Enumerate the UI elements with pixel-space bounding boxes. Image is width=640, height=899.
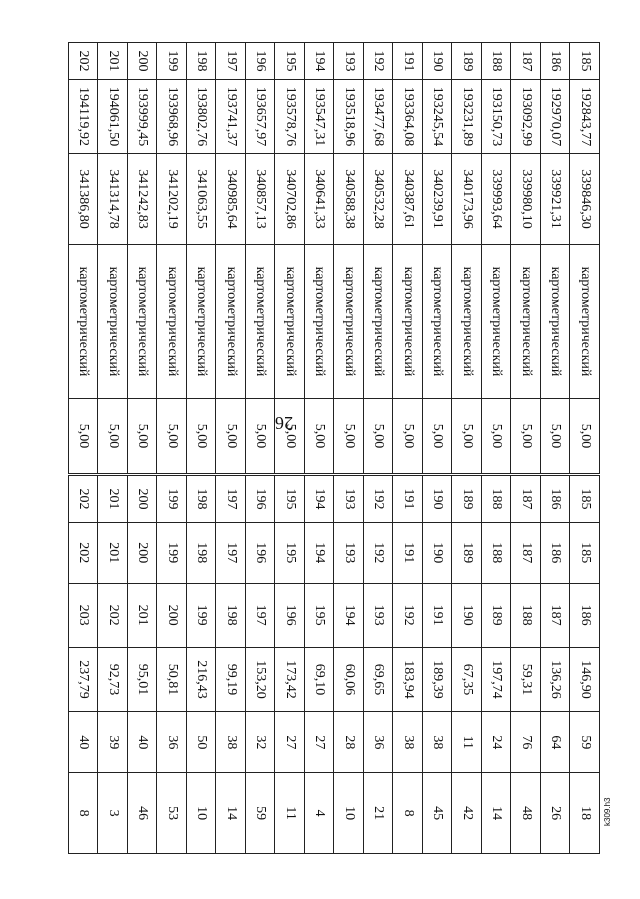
y-coordinate-cell: 339846,30 — [570, 154, 600, 245]
method-cell: картометрический — [98, 245, 128, 399]
table-row — [364, 476, 394, 854]
to-point-cell: 192 — [393, 583, 423, 647]
point-number-cell: 188 — [482, 476, 512, 523]
from-point-cell: 196 — [246, 522, 276, 583]
distance-cell: 183,94 — [393, 647, 423, 712]
method-cell: картометрический — [157, 245, 187, 399]
angle-minutes-cell: 8 — [69, 773, 99, 854]
point-number-cell: 197 — [216, 43, 246, 80]
angle-degrees-cell: 39 — [98, 712, 128, 773]
table-row — [98, 43, 128, 474]
x-coordinate-cell: 192970,07 — [541, 80, 571, 154]
x-coordinate-cell: 193092,99 — [511, 80, 541, 154]
accuracy-cell: 5,00 — [482, 399, 512, 474]
to-point-cell: 190 — [452, 583, 482, 647]
accuracy-cell: 5,00 — [364, 399, 394, 474]
table-row — [69, 476, 99, 854]
point-number-cell: 201 — [98, 43, 128, 80]
distance-cell: 50,81 — [157, 647, 187, 712]
y-coordinate-cell: 340532,28 — [364, 154, 394, 245]
point-number-cell: 194 — [305, 43, 335, 80]
from-point-cell: 187 — [511, 522, 541, 583]
accuracy-cell: 5,00 — [275, 399, 305, 474]
x-coordinate-cell: 193657,97 — [246, 80, 276, 154]
from-point-cell: 193 — [334, 522, 364, 583]
from-point-cell: 192 — [364, 522, 394, 583]
point-number-cell: 189 — [452, 43, 482, 80]
to-point-cell: 194 — [334, 583, 364, 647]
accuracy-cell: 5,00 — [187, 399, 217, 474]
table-row — [482, 476, 512, 854]
table-row — [305, 476, 335, 854]
table-row — [69, 43, 99, 474]
table-row — [157, 43, 187, 474]
method-cell: картометрический — [393, 245, 423, 399]
accuracy-cell: 5,00 — [157, 399, 187, 474]
table-row — [452, 43, 482, 474]
point-number-cell: 198 — [187, 476, 217, 523]
point-number-cell: 193 — [334, 476, 364, 523]
x-coordinate-cell: 193578,76 — [275, 80, 305, 154]
method-cell: картометрический — [305, 245, 335, 399]
angle-degrees-cell: 28 — [334, 712, 364, 773]
accuracy-cell: 5,00 — [423, 399, 453, 474]
distance-cell: 189,39 — [423, 647, 453, 712]
point-number-cell: 193 — [334, 43, 364, 80]
angle-minutes-cell: 26 — [541, 773, 571, 854]
method-cell: картометрический — [364, 245, 394, 399]
from-point-cell: 191 — [393, 522, 423, 583]
y-coordinate-cell: 340239,91 — [423, 154, 453, 245]
from-point-cell: 185 — [570, 522, 600, 583]
table-row — [570, 476, 600, 854]
angle-degrees-cell: 38 — [423, 712, 453, 773]
distance-cell: 146,90 — [570, 647, 600, 712]
x-coordinate-cell: 194061,50 — [98, 80, 128, 154]
from-point-cell: 189 — [452, 522, 482, 583]
angle-degrees-cell: 36 — [157, 712, 187, 773]
method-cell: картометрический — [187, 245, 217, 399]
table-row — [275, 43, 305, 474]
point-number-cell: 200 — [128, 476, 158, 523]
angle-minutes-cell: 46 — [128, 773, 158, 854]
x-coordinate-cell: 193802,76 — [187, 80, 217, 154]
page-number: 26 — [275, 413, 293, 433]
table-row — [452, 476, 482, 854]
angle-degrees-cell: 24 — [482, 712, 512, 773]
document-code: k309.h3 — [603, 797, 612, 826]
table-row — [393, 476, 423, 854]
y-coordinate-cell: 341063,55 — [187, 154, 217, 245]
to-point-cell: 198 — [216, 583, 246, 647]
accuracy-cell: 5,00 — [98, 399, 128, 474]
method-cell: картометрический — [423, 245, 453, 399]
y-coordinate-cell: 340857,13 — [246, 154, 276, 245]
method-cell: картометрический — [482, 245, 512, 399]
point-number-cell: 192 — [364, 476, 394, 523]
method-cell: картометрический — [570, 245, 600, 399]
point-number-cell: 194 — [305, 476, 335, 523]
point-number-cell: 189 — [452, 476, 482, 523]
angle-minutes-cell: 48 — [511, 773, 541, 854]
to-point-cell: 193 — [364, 583, 394, 647]
y-coordinate-cell: 339980,10 — [511, 154, 541, 245]
from-point-cell: 195 — [275, 522, 305, 583]
angle-degrees-cell: 32 — [246, 712, 276, 773]
table-row — [334, 43, 364, 474]
y-coordinate-cell: 340588,38 — [334, 154, 364, 245]
angle-minutes-cell: 45 — [423, 773, 453, 854]
distance-cell: 237,79 — [69, 647, 99, 712]
coordinates-table-body — [69, 43, 600, 474]
from-point-cell: 201 — [98, 522, 128, 583]
angle-degrees-cell: 27 — [305, 712, 335, 773]
point-number-cell: 190 — [423, 43, 453, 80]
y-coordinate-cell: 340641,33 — [305, 154, 335, 245]
angle-degrees-cell: 27 — [275, 712, 305, 773]
angle-minutes-cell: 4 — [305, 773, 335, 854]
angle-degrees-cell: 59 — [570, 712, 600, 773]
angle-degrees-cell: 50 — [187, 712, 217, 773]
distance-cell: 60,06 — [334, 647, 364, 712]
to-point-cell: 203 — [69, 583, 99, 647]
to-point-cell: 189 — [482, 583, 512, 647]
accuracy-cell: 5,00 — [334, 399, 364, 474]
from-point-cell: 197 — [216, 522, 246, 583]
method-cell: картометрический — [452, 245, 482, 399]
point-number-cell: 196 — [246, 43, 276, 80]
point-number-cell: 186 — [541, 476, 571, 523]
x-coordinate-cell: 194119,92 — [69, 80, 99, 154]
distance-cell: 69,10 — [305, 647, 335, 712]
from-point-cell: 188 — [482, 522, 512, 583]
x-coordinate-cell: 193231,89 — [452, 80, 482, 154]
angle-minutes-cell: 3 — [98, 773, 128, 854]
point-number-cell: 198 — [187, 43, 217, 80]
to-point-cell: 186 — [570, 583, 600, 647]
point-number-cell: 199 — [157, 476, 187, 523]
point-number-cell: 185 — [570, 476, 600, 523]
y-coordinate-cell: 340173,96 — [452, 154, 482, 245]
y-coordinate-cell: 341314,78 — [98, 154, 128, 245]
point-number-cell: 187 — [511, 43, 541, 80]
accuracy-cell: 5,00 — [541, 399, 571, 474]
angle-degrees-cell: 11 — [452, 712, 482, 773]
segments-table-body — [69, 476, 600, 854]
accuracy-cell: 5,00 — [69, 399, 99, 474]
angle-minutes-cell: 18 — [570, 773, 600, 854]
accuracy-cell: 5,00 — [128, 399, 158, 474]
table-row — [541, 476, 571, 854]
segments-table — [68, 475, 600, 854]
y-coordinate-cell: 340985,64 — [216, 154, 246, 245]
table-row — [393, 43, 423, 474]
y-coordinate-cell: 340702,86 — [275, 154, 305, 245]
point-number-cell: 187 — [511, 476, 541, 523]
angle-minutes-cell: 59 — [246, 773, 276, 854]
accuracy-cell: 5,00 — [452, 399, 482, 474]
point-number-cell: 199 — [157, 43, 187, 80]
point-number-cell: 202 — [69, 43, 99, 80]
point-number-cell: 185 — [570, 43, 600, 80]
from-point-cell: 199 — [157, 522, 187, 583]
distance-cell: 136,26 — [541, 647, 571, 712]
y-coordinate-cell: 341202,19 — [157, 154, 187, 245]
table-row — [423, 43, 453, 474]
point-number-cell: 188 — [482, 43, 512, 80]
distance-cell: 216,43 — [187, 647, 217, 712]
table-row — [275, 476, 305, 854]
to-point-cell: 202 — [98, 583, 128, 647]
from-point-cell: 194 — [305, 522, 335, 583]
x-coordinate-cell: 193364,08 — [393, 80, 423, 154]
method-cell: картометрический — [541, 245, 571, 399]
to-point-cell: 195 — [305, 583, 335, 647]
angle-minutes-cell: 53 — [157, 773, 187, 854]
accuracy-cell: 5,00 — [393, 399, 423, 474]
angle-minutes-cell: 21 — [364, 773, 394, 854]
method-cell: картометрический — [69, 245, 99, 399]
table-row — [511, 476, 541, 854]
distance-cell: 92,73 — [98, 647, 128, 712]
point-number-cell: 191 — [393, 43, 423, 80]
method-cell: картометрический — [216, 245, 246, 399]
point-number-cell: 196 — [246, 476, 276, 523]
angle-minutes-cell: 8 — [393, 773, 423, 854]
x-coordinate-cell: 193245,54 — [423, 80, 453, 154]
table-row — [128, 476, 158, 854]
x-coordinate-cell: 193741,37 — [216, 80, 246, 154]
point-number-cell: 190 — [423, 476, 453, 523]
angle-minutes-cell: 14 — [216, 773, 246, 854]
table-row — [216, 43, 246, 474]
angle-degrees-cell: 76 — [511, 712, 541, 773]
y-coordinate-cell: 339993,64 — [482, 154, 512, 245]
x-coordinate-cell: 193518,96 — [334, 80, 364, 154]
distance-cell: 173,42 — [275, 647, 305, 712]
method-cell: картометрический — [334, 245, 364, 399]
angle-minutes-cell: 14 — [482, 773, 512, 854]
to-point-cell: 196 — [275, 583, 305, 647]
table-row — [128, 43, 158, 474]
table-row — [570, 43, 600, 474]
coordinates-table — [68, 42, 600, 474]
table-row — [364, 43, 394, 474]
distance-cell: 67,35 — [452, 647, 482, 712]
to-point-cell: 199 — [187, 583, 217, 647]
distance-cell: 197,74 — [482, 647, 512, 712]
point-number-cell: 202 — [69, 476, 99, 523]
y-coordinate-cell: 341386,80 — [69, 154, 99, 245]
table-row — [423, 476, 453, 854]
table-row — [305, 43, 335, 474]
rotated-page-content — [70, 42, 600, 854]
table-row — [511, 43, 541, 474]
distance-cell: 59,31 — [511, 647, 541, 712]
angle-degrees-cell: 64 — [541, 712, 571, 773]
distance-cell: 69,65 — [364, 647, 394, 712]
angle-degrees-cell: 40 — [69, 712, 99, 773]
point-number-cell: 200 — [128, 43, 158, 80]
method-cell: картометрический — [511, 245, 541, 399]
to-point-cell: 191 — [423, 583, 453, 647]
angle-degrees-cell: 36 — [364, 712, 394, 773]
distance-cell: 153,20 — [246, 647, 276, 712]
to-point-cell: 187 — [541, 583, 571, 647]
method-cell: картометрический — [128, 245, 158, 399]
x-coordinate-cell: 193150,73 — [482, 80, 512, 154]
angle-degrees-cell: 38 — [216, 712, 246, 773]
angle-degrees-cell: 40 — [128, 712, 158, 773]
accuracy-cell: 5,00 — [216, 399, 246, 474]
x-coordinate-cell: 193547,31 — [305, 80, 335, 154]
point-number-cell: 195 — [275, 43, 305, 80]
point-number-cell: 197 — [216, 476, 246, 523]
x-coordinate-cell: 192843,77 — [570, 80, 600, 154]
to-point-cell: 201 — [128, 583, 158, 647]
method-cell: картометрический — [246, 245, 276, 399]
from-point-cell: 190 — [423, 522, 453, 583]
distance-cell: 99,19 — [216, 647, 246, 712]
table-row — [246, 43, 276, 474]
accuracy-cell: 5,00 — [305, 399, 335, 474]
accuracy-cell: 5,00 — [246, 399, 276, 474]
angle-minutes-cell: 11 — [275, 773, 305, 854]
distance-cell: 95,01 — [128, 647, 158, 712]
x-coordinate-cell: 193477,68 — [364, 80, 394, 154]
table-row — [482, 43, 512, 474]
point-number-cell: 191 — [393, 476, 423, 523]
table-row — [541, 43, 571, 474]
point-number-cell: 195 — [275, 476, 305, 523]
point-number-cell: 186 — [541, 43, 571, 80]
y-coordinate-cell: 341242,83 — [128, 154, 158, 245]
from-point-cell: 200 — [128, 522, 158, 583]
to-point-cell: 200 — [157, 583, 187, 647]
from-point-cell: 202 — [69, 522, 99, 583]
method-cell: картометрический — [275, 245, 305, 399]
angle-degrees-cell: 38 — [393, 712, 423, 773]
point-number-cell: 201 — [98, 476, 128, 523]
x-coordinate-cell: 193999,45 — [128, 80, 158, 154]
angle-minutes-cell: 42 — [452, 773, 482, 854]
to-point-cell: 188 — [511, 583, 541, 647]
accuracy-cell: 5,00 — [511, 399, 541, 474]
table-row — [98, 476, 128, 854]
table-row — [246, 476, 276, 854]
from-point-cell: 186 — [541, 522, 571, 583]
table-row — [216, 476, 246, 854]
point-number-cell: 192 — [364, 43, 394, 80]
accuracy-cell: 5,00 — [570, 399, 600, 474]
angle-minutes-cell: 10 — [187, 773, 217, 854]
x-coordinate-cell: 193968,96 — [157, 80, 187, 154]
to-point-cell: 197 — [246, 583, 276, 647]
table-row — [187, 43, 217, 474]
table-row — [187, 476, 217, 854]
from-point-cell: 198 — [187, 522, 217, 583]
y-coordinate-cell: 339921,31 — [541, 154, 571, 245]
table-row — [334, 476, 364, 854]
y-coordinate-cell: 340387,61 — [393, 154, 423, 245]
angle-minutes-cell: 10 — [334, 773, 364, 854]
table-row — [157, 476, 187, 854]
